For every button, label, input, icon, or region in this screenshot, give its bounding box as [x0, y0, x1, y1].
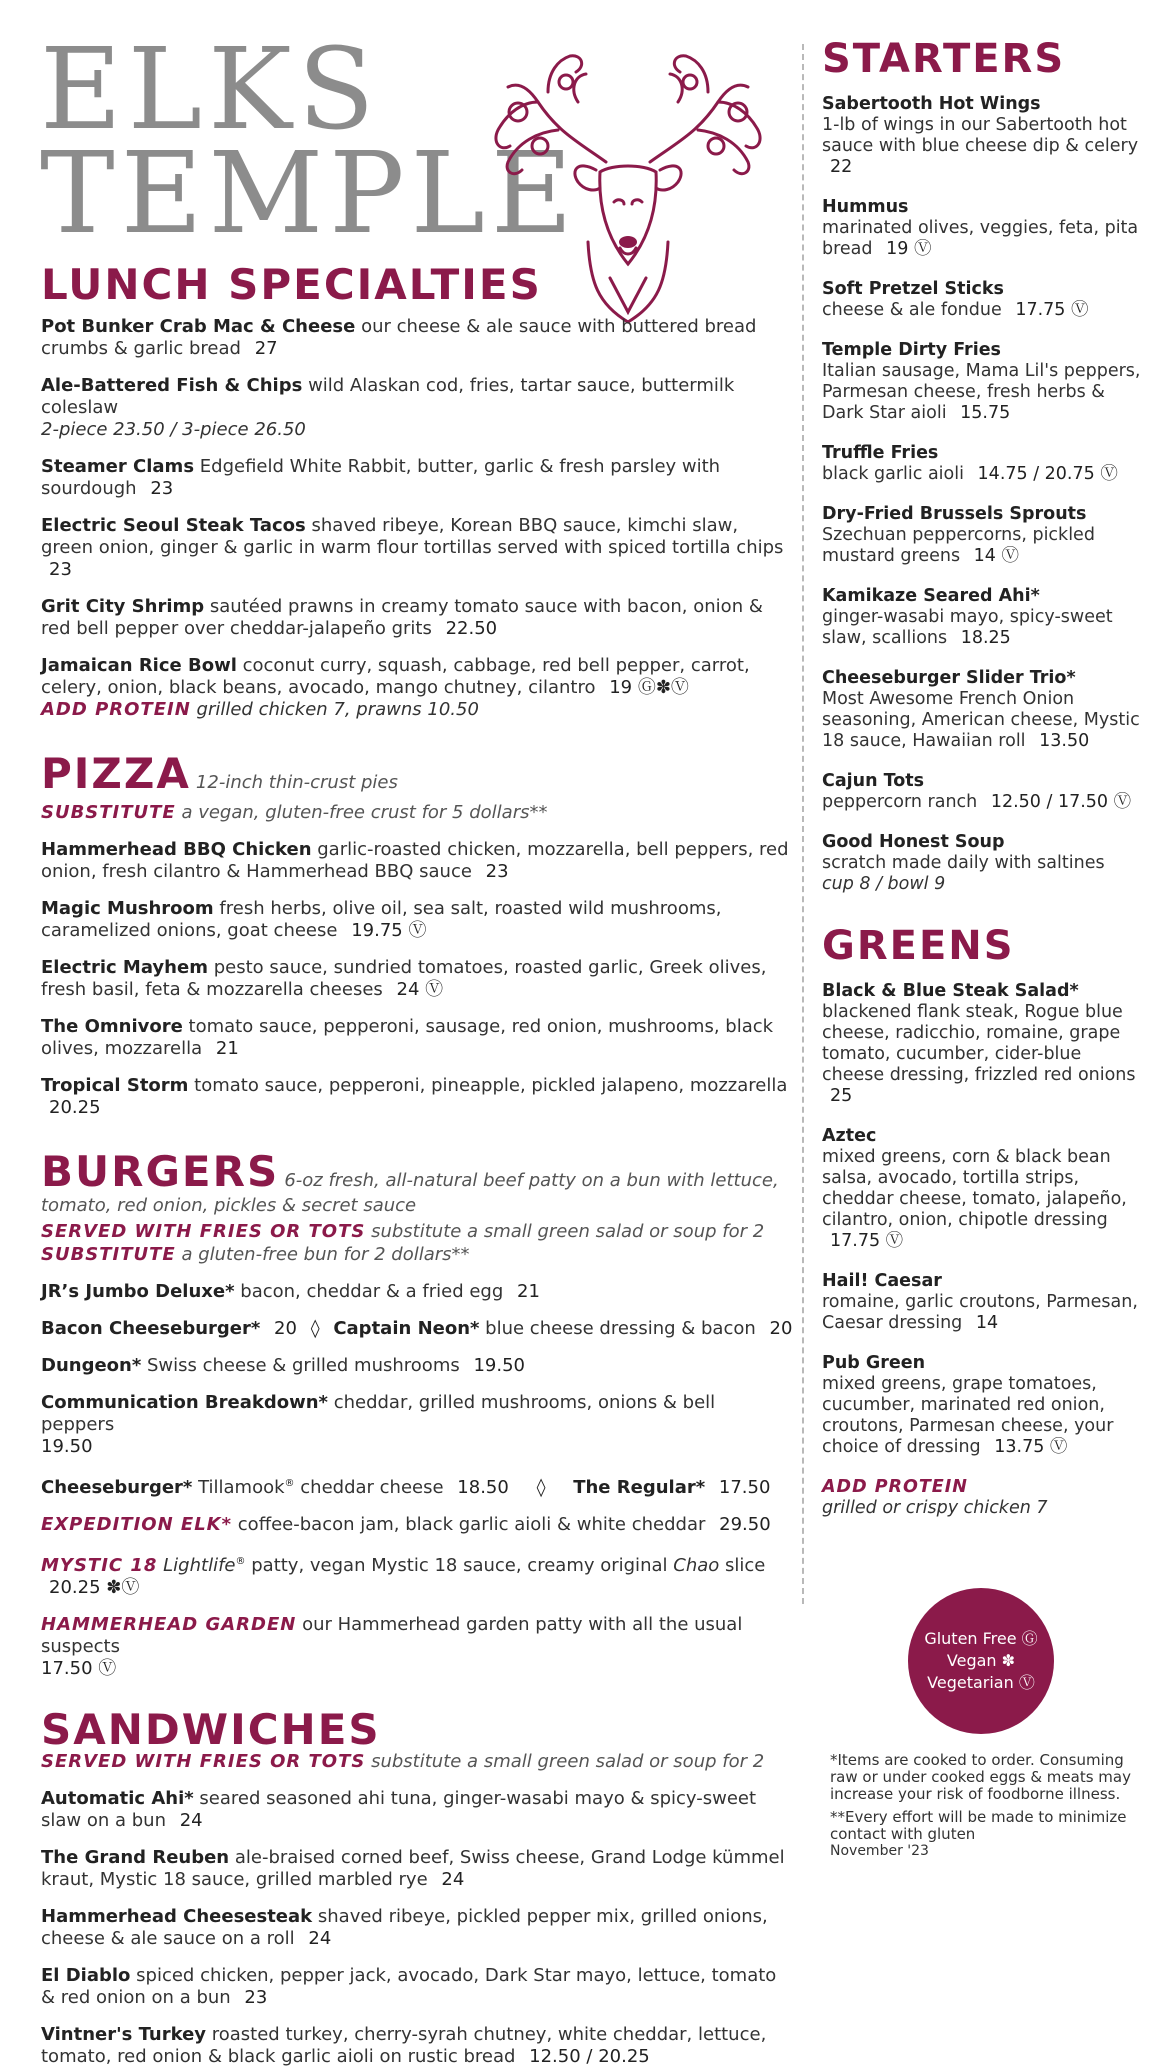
item-desc: wild Alaskan cod, fries, tartar sauce, buttermilk coleslaw — [41, 375, 735, 418]
gluten-free-legend: Gluten Free Ⓖ — [924, 1629, 1038, 1648]
item-desc: spiced chicken, pepper jack, avocado, Dark Star mayo, lettuce, tomato & red onion on a bun — [41, 1965, 777, 2008]
burgers-section — [41, 1149, 793, 1680]
pizza-section — [41, 751, 793, 1119]
item-desc: shaved ribeye, Korean BBQ sauce, kimchi slaw, green onion, ginger & garlic in warm flour tortillas served with spiced tortilla chips — [41, 515, 784, 558]
item-price: 24 Ⓥ — [396, 979, 444, 1000]
served-label: SERVED WITH FRIES OR TOTS — [41, 1751, 366, 1772]
item-price: 19.50 — [41, 1436, 93, 1457]
item-price: 29.50 — [719, 1514, 771, 1535]
menu-item — [41, 456, 793, 500]
item-name: The Grand Reuben — [41, 1847, 230, 1868]
item-price: 20 — [274, 1318, 297, 1339]
item-price-note: 2-piece 23.50 / 3-piece 26.50 — [41, 419, 306, 440]
item-price: 17.50 — [718, 1477, 771, 1498]
item-price: 13.75 Ⓥ — [994, 1437, 1068, 1457]
item-price: 23 — [49, 559, 72, 580]
item-price: 14 — [975, 1313, 999, 1333]
menu-item — [41, 957, 793, 1001]
item-desc: Tillamook — [198, 1477, 285, 1498]
item-name: El Diablo — [41, 1965, 131, 1986]
menu-item — [822, 771, 1148, 813]
item-name: HAMMERHEAD GARDEN — [41, 1614, 297, 1635]
item-desc: coconut curry, squash, cabbage, red bell pepper, carrot, celery, onion, black beans, avocado, mango chutney, cilantro — [41, 655, 750, 698]
item-name: Truffle Fries — [822, 443, 939, 463]
menu-item — [41, 1965, 793, 2009]
substitute-text: a gluten-free bun for 2 dollars** — [181, 1244, 470, 1265]
menu-item — [41, 2024, 793, 2068]
burgers-heading: BURGERS — [41, 1147, 280, 1196]
menu-item — [41, 1355, 793, 1377]
burgers-subtitle: 6-oz fresh, all-natural beef patty on a bun with lettuce, tomato, red onion, pickles & secret sauce — [41, 1170, 779, 1216]
item-desc: cheddar, grilled mushrooms, onions & bell peppers — [41, 1392, 716, 1435]
item-name: Sabertooth Hot Wings — [822, 94, 1041, 114]
item-name: Ale-Battered Fish & Chips — [41, 375, 303, 396]
item-price: 23 — [485, 861, 509, 882]
menu-item — [41, 1075, 793, 1119]
item-desc: ginger-wasabi mayo, spicy-sweet slaw, scallions — [822, 607, 1113, 648]
brand-line-1: ELKS — [40, 25, 381, 155]
menu-item — [41, 839, 793, 883]
item-price: 17.50 Ⓥ — [41, 1658, 117, 1679]
item-desc: Chao — [673, 1555, 720, 1576]
item-name: Hammerhead Cheesesteak — [41, 1906, 313, 1927]
item-name: Cajun Tots — [822, 771, 925, 791]
item-desc: seared seasoned ahi tuna, ginger-wasabi mayo & spicy-sweet slaw on a bun — [41, 1788, 757, 1831]
item-desc: Szechuan peppercorns, pickled mustard greens — [822, 525, 1095, 566]
vegetarian-legend: Vegetarian Ⓥ — [927, 1673, 1035, 1692]
footnote-gluten: **Every effort will be made to minimize contact with gluten — [830, 1808, 1127, 1843]
item-desc: Most Awesome French Onion seasoning, American cheese, Mystic 18 sauce, Hawaiian roll — [822, 689, 1140, 751]
item-desc: romaine, garlic croutons, Parmesan, Caesar dressing — [822, 1292, 1138, 1333]
substitute-label: SUBSTITUTE — [41, 802, 176, 823]
item-desc: cheddar cheese — [300, 1477, 444, 1498]
item-desc: our Hammerhead garden patty with all the usual suspects — [41, 1614, 743, 1657]
item-price: 14.75 / 20.75 Ⓥ — [977, 464, 1118, 484]
item-price: 24 — [441, 1869, 465, 1890]
item-desc: patty, vegan Mystic 18 sauce, creamy original — [251, 1555, 668, 1576]
item-desc: bacon, cheddar & a fried egg — [240, 1281, 504, 1302]
left-column — [41, 262, 793, 2068]
starters-heading: STARTERS — [822, 36, 1066, 82]
item-desc: sautéed prawns in creamy tomato sauce with bacon, onion & red bell pepper over cheddar-jalapeño grits — [41, 596, 763, 639]
sandwiches-served — [41, 1750, 793, 1773]
diamond-separator: ◊ — [536, 1477, 546, 1498]
served-text: substitute a small green salad or soup for 2 — [371, 1221, 765, 1242]
item-name: Pot Bunker Crab Mac & Cheese — [41, 316, 356, 337]
item-price: 12.50 / 20.25 — [529, 2046, 650, 2067]
substitute-text: a vegan, gluten-free crust for 5 dollars** — [181, 802, 548, 823]
served-text: substitute a small green salad or soup for 2 — [371, 1751, 765, 1772]
item-price: 15.75 — [960, 403, 1011, 423]
item-name: Soft Pretzel Sticks — [822, 279, 1004, 299]
vegan-legend: Vegan ✽ — [946, 1651, 1016, 1670]
item-name: The Omnivore — [41, 1016, 183, 1037]
item-name: Dungeon* — [41, 1355, 142, 1376]
served-label: SERVED WITH FRIES OR TOTS — [41, 1221, 366, 1242]
dietary-legend-badge — [908, 1588, 1054, 1734]
item-price: 22.50 — [445, 618, 498, 639]
item-name: MYSTIC 18 — [41, 1555, 158, 1576]
column-divider — [802, 44, 804, 1604]
substitute-label: SUBSTITUTE — [41, 1244, 176, 1265]
brand-line-2: TEMPLE — [40, 129, 579, 259]
menu-item — [41, 898, 793, 942]
item-price: cup 8 / bowl 9 — [822, 874, 946, 894]
item-desc: Edgefield White Rabbit, butter, garlic & fresh parsley with sourdough — [41, 456, 721, 499]
add-protein-label: ADD PROTEIN — [41, 699, 191, 720]
menu-item — [822, 832, 1148, 895]
item-name: The Regular* — [573, 1477, 706, 1498]
item-desc: shaved ribeye, pickled pepper mix, grilled onions, cheese & ale sauce on a roll — [41, 1906, 768, 1949]
menu-item — [822, 668, 1148, 752]
item-price: 20 — [769, 1318, 793, 1339]
item-price: 20.25 — [49, 1097, 101, 1118]
item-name: Captain Neon* — [333, 1318, 480, 1339]
footnote-raw-food: *Items are cooked to order. Consuming raw or under cooked eggs & meats may increase your risk of foodborne illness. — [830, 1751, 1131, 1803]
item-name: Tropical Storm — [41, 1075, 189, 1096]
item-name: EXPEDITION ELK* — [41, 1514, 233, 1535]
menu-item: Cheeseburger* Tillamook® cheddar cheese 18.50 ◊ The Regular* 17.50 — [41, 1477, 771, 1498]
item-desc: black garlic aioli — [822, 464, 964, 484]
menu-item — [822, 443, 1148, 485]
menu-item — [41, 375, 793, 441]
item-price: 18.50 — [457, 1477, 509, 1498]
item-name: Steamer Clams — [41, 456, 195, 477]
menu-item — [822, 1271, 1148, 1334]
menu-item — [41, 655, 793, 721]
item-name: Dry-Fried Brussels Sprouts — [822, 504, 1087, 524]
diamond-separator: ◊ — [310, 1318, 320, 1339]
item-price: 21 — [517, 1281, 540, 1302]
burgers-served — [41, 1220, 793, 1266]
item-name: Good Honest Soup — [822, 832, 1005, 852]
item-desc: tomato sauce, pepperoni, pineapple, pickled jalapeno, mozzarella — [194, 1075, 788, 1096]
menu-item — [822, 981, 1148, 1107]
item-price: 21 — [215, 1038, 239, 1059]
item-desc: roasted turkey, cherry-syrah chutney, white cheddar, lettuce, tomato, red onion & black garlic aioli on rustic bread — [41, 2024, 767, 2067]
item-name: Hammerhead BBQ Chicken — [41, 839, 312, 860]
item-name: Bacon Cheeseburger* — [41, 1318, 261, 1339]
item-name: Kamikaze Seared Ahi* — [822, 586, 1040, 606]
item-desc: mixed greens, grape tomatoes, cucumber, marinated red onion, croutons, Parmesan cheese, your choice of dressing — [822, 1374, 1114, 1457]
item-price: 19 Ⓥ — [886, 239, 932, 259]
item-name: Hail! Caesar — [822, 1271, 942, 1291]
pizza-substitute — [41, 801, 793, 824]
item-name: Black & Blue Steak Salad* — [822, 981, 1079, 1001]
item-name: Cheeseburger* — [41, 1477, 193, 1498]
lunch-specialties-heading: LUNCH SPECIALTIES — [41, 260, 542, 309]
item-name: Vintner's Turkey — [41, 2024, 207, 2045]
item-desc: fresh herbs, olive oil, sea salt, roasted wild mushrooms, caramelized onions, goat cheese — [41, 898, 722, 941]
pizza-heading: PIZZA — [41, 749, 191, 798]
item-name: Magic Mushroom — [41, 898, 214, 919]
item-desc: slice — [725, 1555, 766, 1576]
item-price: 22 — [830, 157, 853, 177]
menu-item: MYSTIC 18 Lightlife® patty, vegan Mystic 18 sauce, creamy original Chao slice 20.25 ✽Ⓥ — [41, 1555, 766, 1598]
item-name: Temple Dirty Fries — [822, 340, 1001, 360]
item-desc: 1-lb of wings in our Sabertooth hot sauce with blue cheese dip & celery — [822, 115, 1139, 156]
item-name: Aztec — [822, 1126, 877, 1146]
item-name: Grit City Shrimp — [41, 596, 205, 617]
menu-item — [822, 504, 1148, 567]
item-desc: pesto sauce, sundried tomatoes, roasted garlic, Greek olives, fresh basil, feta & mozzarella cheeses — [41, 957, 767, 1000]
item-price: 17.75 Ⓥ — [830, 1231, 904, 1251]
menu-date: November '23 — [830, 1843, 929, 1859]
item-price: 24 — [308, 1928, 332, 1949]
item-desc: Italian sausage, Mama Lil's peppers, Parmesan cheese, fresh herbs & Dark Star aioli — [822, 361, 1141, 423]
item-desc: scratch made daily with saltines — [822, 853, 1105, 873]
item-desc: peppercorn ranch — [822, 792, 978, 812]
menu-item — [822, 1353, 1148, 1458]
item-name: Electric Mayhem — [41, 957, 208, 978]
item-desc: blackened flank steak, Rogue blue cheese, radicchio, romaine, grape tomato, cucumber, cider-blue cheese dressing, frizzled red onions — [822, 1002, 1136, 1085]
item-desc: garlic-roasted chicken, mozzarella, bell peppers, red onion, fresh cilantro & Hammerhead BBQ sauce — [41, 839, 789, 882]
menu-item — [41, 1514, 793, 1536]
footnotes — [830, 1752, 1150, 1860]
menu-item — [822, 197, 1148, 260]
item-desc: cheese & ale fondue — [822, 300, 1002, 320]
item-price: 19.75 Ⓥ — [351, 920, 427, 941]
pizza-subtitle: 12-inch thin-crust pies — [195, 772, 398, 793]
menu-item — [41, 1788, 793, 1832]
item-name: Electric Seoul Steak Tacos — [41, 515, 306, 536]
item-price: 23 — [150, 478, 174, 499]
item-price: 13.50 — [1039, 731, 1090, 751]
item-desc: tomato sauce, pepperoni, sausage, red onion, mushrooms, black olives, mozzarella — [41, 1016, 774, 1059]
menu-item — [41, 316, 793, 360]
menu-item — [41, 596, 793, 640]
item-desc: blue cheese dressing & bacon — [485, 1318, 756, 1339]
item-desc: mixed greens, corn & black bean salsa, avocado, tortilla strips, cheddar cheese, tomato, jalapeño, cilantro, onion, chipotle dressing — [822, 1147, 1127, 1230]
sandwiches-section — [41, 1705, 793, 2068]
menu-item — [822, 279, 1148, 321]
add-protein — [822, 1477, 1148, 1519]
item-name: Automatic Ahi* — [41, 1788, 194, 1809]
menu-item — [822, 586, 1148, 649]
item-price: 14 Ⓥ — [973, 546, 1019, 566]
menu-item — [41, 1392, 793, 1458]
item-desc: coffee-bacon jam, black garlic aioli & white cheddar — [237, 1514, 706, 1535]
menu-item — [822, 1126, 1148, 1252]
item-name: Communication Breakdown* — [41, 1392, 328, 1413]
menu-item — [41, 1281, 793, 1303]
menu-item — [822, 94, 1148, 178]
item-price: 24 — [179, 1810, 203, 1831]
item-desc: Swiss cheese & grilled mushrooms — [147, 1355, 460, 1376]
item-desc: Lightlife — [163, 1555, 236, 1576]
item-name: Pub Green — [822, 1353, 926, 1373]
item-name: Jamaican Rice Bowl — [41, 655, 237, 676]
greens-heading: GREENS — [822, 923, 1015, 969]
menu-item — [41, 515, 793, 581]
menu-item — [41, 1614, 793, 1680]
menu-item — [41, 1906, 793, 1950]
item-price: 27 — [254, 338, 278, 359]
item-price: 17.75 Ⓥ — [1015, 300, 1089, 320]
item-price: 19.50 — [473, 1355, 525, 1376]
add-protein-label: ADD PROTEIN — [822, 1477, 968, 1497]
item-desc: our cheese & ale sauce with buttered bread crumbs & garlic bread — [41, 316, 757, 359]
item-desc: marinated olives, veggies, feta, pita bread — [822, 218, 1139, 259]
menu-item — [822, 340, 1148, 424]
right-column — [822, 36, 1148, 1519]
add-protein-text: grilled chicken 7, prawns 10.50 — [196, 699, 479, 720]
item-name: Hummus — [822, 197, 909, 217]
lunch-items — [41, 316, 793, 721]
item-desc: ale-braised corned beef, Swiss cheese, Grand Lodge kümmel kraut, Mystic 18 sauce, grilled marbled rye — [41, 1847, 785, 1890]
menu-item — [41, 1016, 793, 1060]
item-price: 25 — [830, 1086, 853, 1106]
item-price: 19 Ⓖ✽Ⓥ — [609, 677, 689, 698]
item-price: 12.50 / 17.50 Ⓥ — [990, 792, 1132, 812]
add-protein-text: grilled or crispy chicken 7 — [822, 1498, 1048, 1518]
sandwiches-heading: SANDWICHES — [41, 1705, 381, 1754]
item-price: 18.25 — [960, 628, 1011, 648]
item-name: Cheeseburger Slider Trio* — [822, 668, 1076, 688]
item-price: 23 — [244, 1987, 268, 2008]
menu-item — [41, 1847, 793, 1891]
item-price: 20.25 ✽Ⓥ — [49, 1577, 140, 1598]
item-name: JR’s Jumbo Deluxe* — [41, 1281, 235, 1302]
menu-item — [41, 1318, 793, 1340]
